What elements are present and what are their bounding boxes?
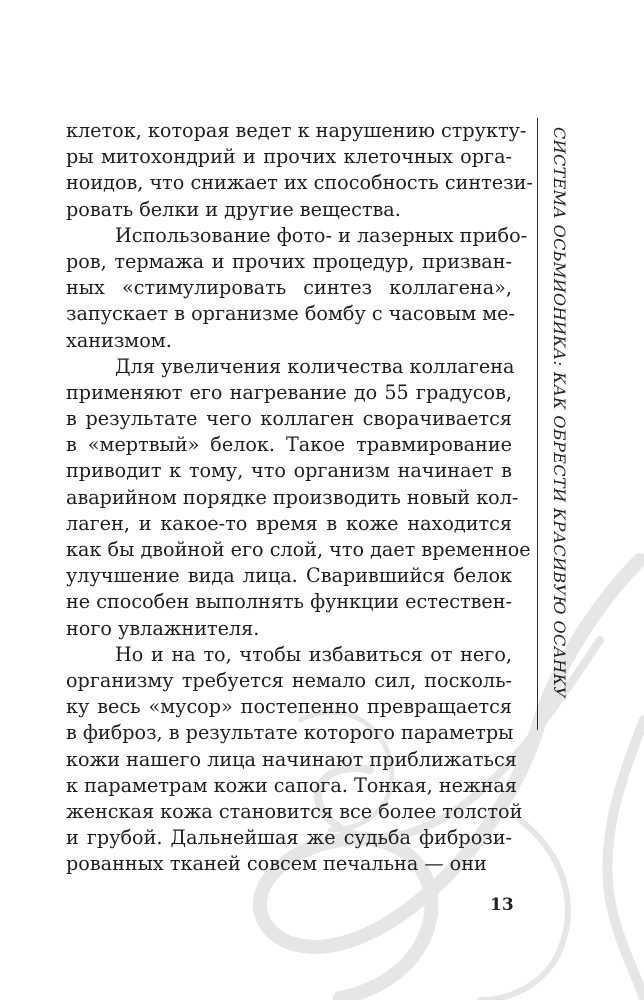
text-line: как бы двойной его слой, что дает временное xyxy=(66,538,531,561)
text-line: лаген, и какое-то время в коже находится xyxy=(66,511,512,535)
text-line: Для увеличения количества коллагена xyxy=(115,354,515,378)
text-line: к параметрам кожи сапога. Тонкая, нежная xyxy=(66,773,517,797)
text-line: клеток, которая ведет к нарушению структу- xyxy=(66,119,527,142)
page-number: 13 xyxy=(490,895,514,915)
text-line: ных «стимулировать синтез коллагена», xyxy=(66,276,512,300)
text-line: ного увлажнителя. xyxy=(66,616,260,640)
text-line: в результате чего коллаген сворачивается xyxy=(66,407,512,431)
text-line: в фиброз, в результате которого параметры xyxy=(66,721,514,745)
paragraph xyxy=(66,354,531,642)
text-line: ку весь «мусор» постепенно превращается xyxy=(66,695,512,719)
text-line: Но и на то, чтобы избавиться от него, xyxy=(115,642,512,666)
text-line: в «мертвый» белок. Такое травмирование xyxy=(66,433,512,457)
text-line: приводит к тому, что организм начинает в xyxy=(66,459,512,483)
text-line: ров, термажа и прочих процедур, призван- xyxy=(66,249,512,273)
text-line: улучшение вида лица. Сварившийся белок xyxy=(66,564,512,588)
text-line: ры митохондрий и прочих клеточных орга- xyxy=(66,145,512,169)
text-line: Использование фото- и лазерных прибо- xyxy=(115,223,528,247)
text-line: ханизмом. xyxy=(66,328,172,352)
text-line: аварийном порядке производить новый кол- xyxy=(66,485,519,509)
text-line: рованных тканей совсем печальна — они xyxy=(66,852,487,876)
paragraph xyxy=(66,118,533,223)
text-line: женская кожа становится все более толстой xyxy=(66,799,523,823)
text-line: не способен выполнять функции естествен- xyxy=(66,590,513,614)
paragraph xyxy=(66,642,523,878)
vertical-divider-line xyxy=(537,118,538,730)
text-line: запускает в организме бомбу с часовым ме- xyxy=(66,302,515,326)
text-line: и грубой. Дальнейшая же судьба фибрози- xyxy=(66,826,512,850)
running-head: СИСТЕМА ОСЬМИОНИКА: КАК ОБРЕСТИ КРАСИВУЮ ОСАНКУ xyxy=(550,127,569,699)
body-text xyxy=(66,118,533,877)
text-line: ровать белки и другие вещества. xyxy=(66,197,401,221)
text-line: применяют его нагревание до 55 градусов, xyxy=(66,380,512,404)
text-line: ноидов, что снижает их способность синтези- xyxy=(66,171,533,195)
paragraph xyxy=(66,223,528,354)
text-line: кожи нашего лица начинают приближаться xyxy=(66,747,517,771)
text-line: организму требуется немало сил, посколь- xyxy=(66,668,512,692)
